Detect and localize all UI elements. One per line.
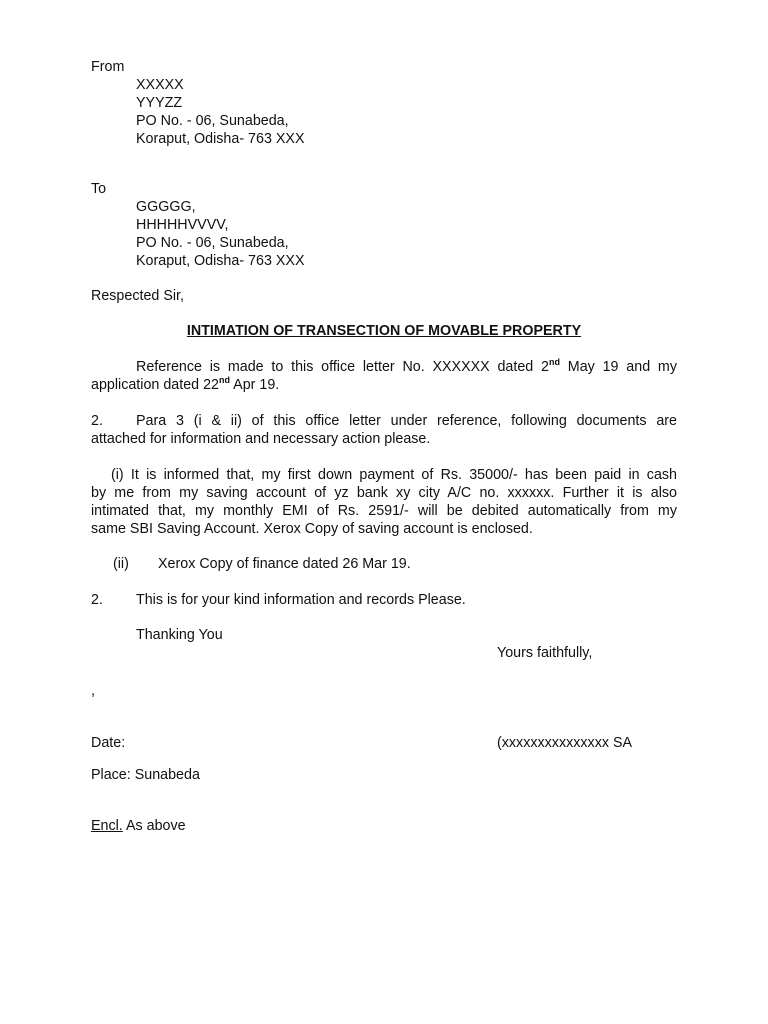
paragraph-3-text: This is for your kind information and records Please.: [136, 592, 466, 608]
from-line-2: YYYZZ: [136, 95, 183, 111]
to-label: To: [91, 181, 107, 197]
paragraph-reference: [91, 358, 677, 394]
date-label: Date:: [91, 735, 126, 751]
paragraph-2-number: 2.: [91, 413, 103, 429]
signature-name: (xxxxxxxxxxxxxxx SA: [497, 735, 633, 751]
enclosure-label: Encl.: [91, 818, 123, 834]
subject-heading: INTIMATION OF TRANSECTION OF MOVABLE PROPERTY: [186, 323, 582, 339]
to-line-2: HHHHHVVVV,: [136, 217, 229, 233]
thanking-you: Thanking You: [136, 627, 223, 643]
item-ii-number: (ii): [113, 556, 129, 572]
enclosure-text: As above: [122, 818, 186, 834]
item-ii-text: Xerox Copy of finance dated 26 Mar 19.: [158, 556, 411, 572]
place-line: Place: Sunabeda: [91, 767, 200, 783]
paragraph-documents: Para 3 (i & ii) of this office letter under reference, following documents are attached for information and necessary action please.: [91, 413, 677, 447]
to-line-3: PO No. - 06, Sunabeda,: [136, 235, 289, 251]
paragraph-reference-line-2: application dated 22nd Apr 19.: [91, 375, 280, 393]
item-i-paragraph: (i) It is informed that, my first down payment of Rs. 35000/- has been paid in cash by me from my saving account of yz bank xy city A/C no. xxxxxx. Further it is also intimated that, my monthly EMI of Rs. 2591/- will be debited automatically from my same SBI Saving Account. Xerox Copy of saving account is enclosed.: [91, 467, 677, 537]
paragraph-3-number: 2.: [91, 592, 103, 608]
yours-faithfully: Yours faithfully,: [497, 645, 593, 661]
enclosure-line: [91, 817, 186, 835]
to-line-4: Koraput, Odisha- 763 XXX: [136, 253, 305, 269]
from-line-3: PO No. - 06, Sunabeda,: [136, 113, 289, 129]
salutation: Respected Sir,: [91, 288, 184, 304]
to-line-1: GGGGG,: [136, 199, 196, 215]
from-line-1: XXXXX: [136, 77, 184, 93]
from-line-4: Koraput, Odisha- 763 XXX: [136, 131, 305, 147]
from-label: From: [91, 59, 125, 75]
paragraph-reference-line-1: Reference is made to this office letter No. XXXXXX dated 2nd May 19 and my: [136, 357, 677, 375]
stray-comma: ,: [91, 683, 95, 699]
